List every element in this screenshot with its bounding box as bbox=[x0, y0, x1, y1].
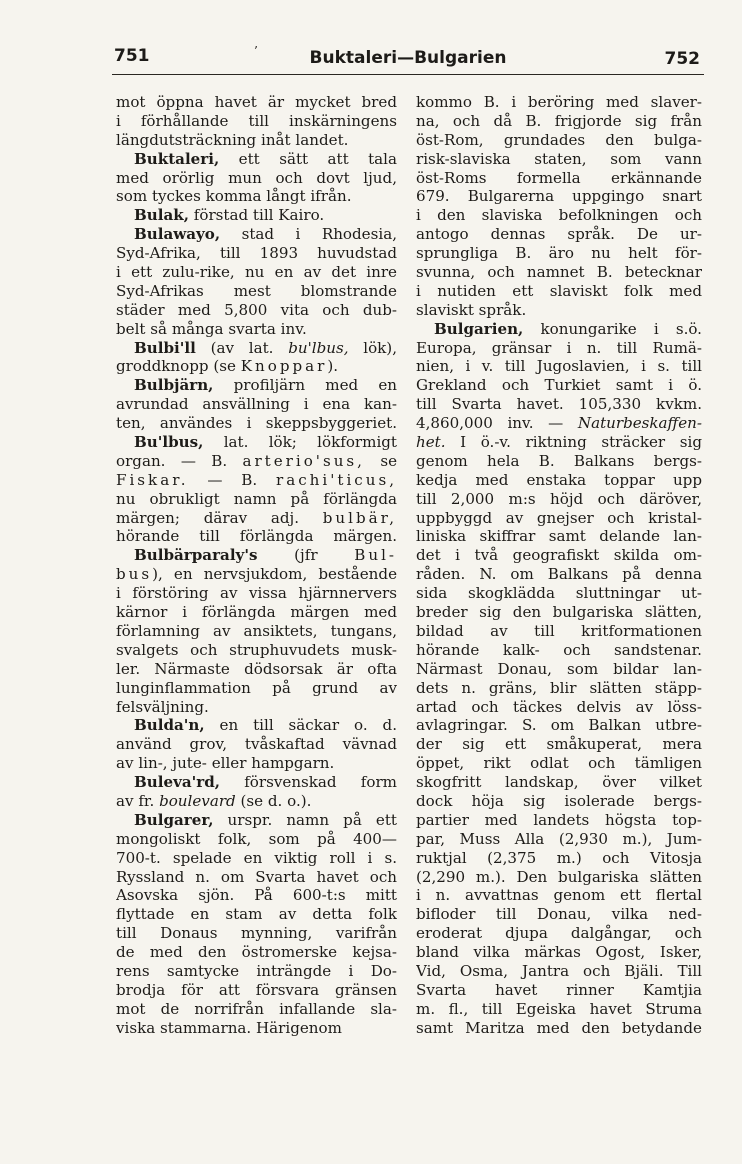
right-column-line: hörande kalk- och sandstenar. bbox=[416, 640, 702, 659]
left-column-line: felsväljning. bbox=[116, 697, 209, 716]
left-column-line: Asovska sjön. På 600-t:s mitt bbox=[116, 886, 397, 905]
left-column-line: flyttade en stam av detta folk bbox=[116, 905, 397, 924]
right-column-line: Svarta havet rinner Kamtjia bbox=[416, 980, 702, 999]
page-number-right: 752 bbox=[664, 49, 700, 69]
right-column-line: risk-slaviska staten, som vann bbox=[416, 149, 702, 168]
left-column-line: till Donaus mynning, varifrån bbox=[116, 924, 397, 943]
right-column-line: det i två geografiskt skilda om- bbox=[416, 546, 702, 565]
left-column-line: Bulbi'll (av lat. bu'lbus, lök), bbox=[134, 338, 397, 357]
left-column-line: Ryssland n. om Svarta havet och bbox=[116, 867, 397, 886]
right-column-line: öst-Roms formella erkännande bbox=[416, 168, 702, 187]
left-column-line: Syd-Afrikas mest blomstrande bbox=[116, 281, 397, 300]
left-column-line: Syd-Afrika, till 1893 huvudstad bbox=[116, 244, 397, 263]
left-column-line: de med den östromerske kejsa- bbox=[116, 943, 397, 962]
left-column-line: Buktaleri, ett sätt att tala bbox=[134, 149, 397, 168]
left-column-line: belt så många svarta inv. bbox=[116, 319, 307, 338]
left-column-line: som tyckes komma långt ifrån. bbox=[116, 187, 352, 206]
left-column-line: brodja för att försvara gränsen bbox=[116, 980, 397, 999]
right-column-line: i nutiden ett slaviskt folk med bbox=[416, 281, 702, 300]
right-column-line: dock höja sig isolerade bergs- bbox=[416, 791, 702, 810]
left-column-line: av fr. boulevard (se d. o.). bbox=[116, 791, 312, 810]
left-column-line: Bulda'n, en till säckar o. d. bbox=[134, 716, 397, 735]
right-column-line: breder sig den bulgariska slätten, bbox=[416, 603, 702, 622]
right-column-line: nien, i v. till Jugoslavien, i s. till bbox=[416, 357, 702, 376]
left-column-line: använd grov, tvåskaftad vävnad bbox=[116, 735, 397, 754]
left-column-line: hörande till förlängda märgen. bbox=[116, 527, 397, 546]
right-column-line: antogo dennas språk. De ur- bbox=[416, 225, 702, 244]
left-column-line: med orörlig mun och dovt ljud, bbox=[116, 168, 397, 187]
left-column-line: mot öppna havet är mycket bred bbox=[116, 93, 397, 111]
right-column-line: artad och täckes delvis av löss- bbox=[416, 697, 702, 716]
right-column-line: råden. N. om Balkans på denna bbox=[416, 565, 702, 584]
left-column-line: viska stammarna. Härigenom bbox=[116, 1018, 342, 1037]
left-column-line: 700-t. spelade en viktig roll i s. bbox=[116, 848, 397, 867]
left-column-line: organ. — B. arterio'sus, se bbox=[116, 451, 397, 470]
right-column-line: m. fl., till Egeiska havet Struma bbox=[416, 999, 702, 1018]
right-column-line: eroderat djupa dalgångar, och bbox=[416, 924, 702, 943]
left-column-line: svalgets och struphuvudets musk- bbox=[116, 640, 397, 659]
left-column-line: nu obrukligt namn på förlängda bbox=[116, 489, 397, 508]
left-column-line: bus), en nervsjukdom, bestående bbox=[116, 565, 397, 584]
left-column-line: Bulbärparaly's (jfr Bul- bbox=[134, 546, 397, 565]
right-column-line: till 2,000 m:s höjd och däröver, bbox=[416, 489, 702, 508]
right-column-line: kedja med enstaka toppar upp bbox=[416, 470, 702, 489]
left-column-line: groddknopp (se Knoppar). bbox=[116, 357, 339, 376]
right-column-line: sprungliga B. äro nu helt för- bbox=[416, 244, 702, 263]
left-column-line: i ett zulu-rike, nu en av det inre bbox=[116, 263, 397, 282]
right-column-line: svunna, och namnet B. betecknar bbox=[416, 263, 702, 282]
left-column bbox=[116, 93, 397, 1038]
left-column-line: lunginflammation på grund av bbox=[116, 678, 397, 697]
right-column-line: ruktjal (2,375 m.) och Vitosja bbox=[416, 848, 702, 867]
right-column-line: öst-Rom, grundades den bulga- bbox=[416, 130, 702, 149]
right-column-line: avlagringar. S. om Balkan utbre- bbox=[416, 716, 702, 735]
left-column-line: i förstöring av vissa hjärnnervers bbox=[116, 584, 397, 603]
right-column-line: liniska skiffrar samt delande lan- bbox=[416, 527, 702, 546]
right-column-line: Grekland och Turkiet samt i ö. bbox=[416, 376, 702, 395]
left-column-line: städer med 5,800 vita och dub- bbox=[116, 300, 397, 319]
header-mark: ’ bbox=[254, 44, 258, 58]
left-column-line: mongoliskt folk, som på 400— bbox=[116, 829, 397, 848]
right-column-line: Vid, Osma, Jantra och Bjäli. Till bbox=[416, 961, 702, 980]
left-column-line: avrundad ansvällning i ena kan- bbox=[116, 395, 397, 414]
right-column-line: het. I ö.-v. riktning sträcker sig bbox=[416, 433, 702, 452]
right-column-line: Europa, gränsar i n. till Rumä- bbox=[416, 338, 702, 357]
page-title: Buktaleri—Bulgarien bbox=[309, 48, 507, 68]
right-column-line: slaviskt språk. bbox=[416, 300, 527, 319]
left-column-line: längdutsträckning inåt landet. bbox=[116, 130, 349, 149]
left-column-line: Fiskar. — B. rachi'ticus, bbox=[116, 470, 397, 489]
right-column-line: par, Muss Alla (2,930 m.), Jum- bbox=[416, 829, 702, 848]
right-column-line: Bulgarien, konungarike i s.ö. bbox=[434, 319, 702, 338]
right-column-line: 4,860,000 inv. — Naturbeskaffen- bbox=[416, 414, 702, 433]
left-column-line: i förhållande till inskärningens bbox=[116, 111, 397, 130]
right-column-line: der sig ett småkuperat, mera bbox=[416, 735, 702, 754]
right-column-line: samt Maritza med den betydande bbox=[416, 1018, 702, 1037]
right-column-line: genom hela B. Balkans bergs- bbox=[416, 451, 702, 470]
left-column-line: av lin-, jute- eller hampgarn. bbox=[116, 754, 335, 773]
right-column-line: öppet, rikt odlat och tämligen bbox=[416, 754, 702, 773]
running-header bbox=[112, 46, 704, 75]
left-column-line: Bulbjärn, profiljärn med en bbox=[134, 376, 397, 395]
left-column-line: Bulawayo, stad i Rhodesia, bbox=[134, 225, 397, 244]
left-column-line: Bulak, förstad till Kairo. bbox=[134, 206, 325, 225]
right-column-line: na, och då B. frigjorde sig från bbox=[416, 111, 702, 130]
right-column-line: sida skogklädda sluttningar ut- bbox=[416, 584, 702, 603]
right-column-line: bildad av till kritformationen bbox=[416, 621, 702, 640]
right-column bbox=[416, 93, 702, 1038]
right-column-line: bifloder till Donau, vilka ned- bbox=[416, 905, 702, 924]
right-column-line: partier med landets högsta top- bbox=[416, 810, 702, 829]
left-column-line: ten, användes i skeppsbyggeriet. bbox=[116, 414, 397, 433]
left-column-line: rens samtycke inträngde i Do- bbox=[116, 961, 397, 980]
right-column-line: Närmast Donau, som bildar lan- bbox=[416, 659, 702, 678]
right-column-line: i den slaviska befolkningen och bbox=[416, 206, 702, 225]
right-column-line: (2,290 m.). Den bulgariska slätten bbox=[416, 867, 702, 886]
left-column-line: mot de norrifrån infallande sla- bbox=[116, 999, 397, 1018]
right-column-line: kommo B. i beröring med slaver- bbox=[416, 93, 702, 111]
right-column-line: till Svarta havet. 105,330 kvkm. bbox=[416, 395, 702, 414]
left-column-line: förlamning av ansiktets, tungans, bbox=[116, 621, 397, 640]
right-column-line: dets n. gräns, blir slätten stäpp- bbox=[416, 678, 702, 697]
left-column-line: Bu'lbus, lat. lök; lökformigt bbox=[134, 433, 397, 452]
left-column-line: ler. Närmaste dödsorsak är ofta bbox=[116, 659, 397, 678]
right-column-line: uppbyggd av gnejser och kristal- bbox=[416, 508, 702, 527]
right-column-line: bland vilka märkas Ogost, Isker, bbox=[416, 943, 702, 962]
left-column-line: märgen; därav adj. bulbär, bbox=[116, 508, 397, 527]
left-column-line: kärnor i förlängda märgen med bbox=[116, 603, 397, 622]
page-number-left: 751 bbox=[114, 46, 150, 66]
right-column-line: skogfritt landskap, över vilket bbox=[416, 773, 702, 792]
left-column-line: Buleva'rd, försvenskad form bbox=[134, 773, 397, 792]
left-column-line: Bulgarer, urspr. namn på ett bbox=[134, 810, 397, 829]
right-column-line: i n. avvattnas genom ett flertal bbox=[416, 886, 702, 905]
right-column-line: 679. Bulgarerna uppgingo snart bbox=[416, 187, 702, 206]
